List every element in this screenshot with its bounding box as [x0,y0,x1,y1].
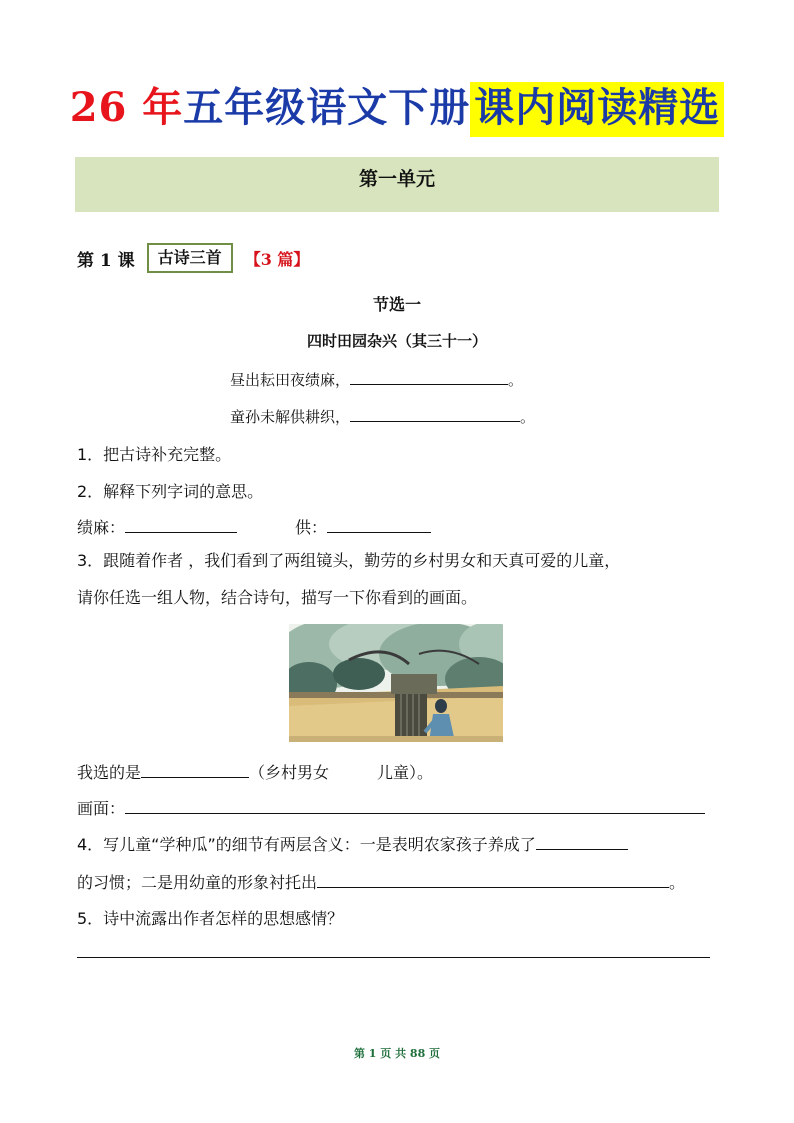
lesson-heading [77,243,309,273]
scene-row [77,796,705,819]
answer-line-q5[interactable] [77,957,710,958]
question-1: 1．把古诗补充完整。 [77,445,232,464]
title-year: 26 年 [69,84,184,131]
poem-line-1-end: 。 [508,371,524,389]
question-3-line-1: 3．跟随着作者 ，我们看到了两组镜头，勤劳的乡村男女和天真可爱的儿童， [77,551,621,570]
question-2: 2．解释下列字词的意思。 [77,482,264,501]
question-5: 5．诗中流露出作者怎样的思想感情？ [77,909,344,928]
village-scene-image [289,624,503,742]
question-4-blank-1[interactable] [536,848,628,850]
title-main: 五年级语文下册 [183,84,471,131]
definitions-row [77,515,431,538]
choice-prefix: 我选的是 [77,763,142,782]
illustration-village-scene [289,624,503,742]
question-4-end: 。 [669,873,686,892]
lesson-number: 第 1 课 [77,250,135,271]
poem-title: 四时田园杂兴（其三十一） [306,332,487,350]
scene-blank[interactable] [125,812,705,814]
poem-line-2-blank[interactable] [350,420,520,422]
poem-line-1-blank[interactable] [350,383,508,385]
question-4-blank-2[interactable] [317,886,669,888]
lesson-count: 【3 篇】 [244,249,310,269]
poem-line-1-text: 昼出耘田夜绩麻， [230,371,351,389]
question-4-text-2: 的习惯；二是用幼童的形象衬托出 [77,873,318,892]
section-title: 节选一 [372,295,421,314]
poem-line-1 [230,369,523,390]
choice-blank[interactable] [141,776,249,778]
question-4-text: 4．写儿童“学种瓜”的细节有两层含义：一是表明农家孩子养成了 [77,835,536,854]
question-3-line-2: 请你任选一组人物，结合诗句，描写一下你看到的画面。 [77,588,478,607]
poem-line-2-text: 童孙未解供耕织， [230,408,351,426]
choice-option-2: 儿童）。 [377,763,434,782]
unit-banner [75,157,719,212]
question-4-line-2 [77,870,685,893]
scene-label: 画面： [77,799,126,818]
document-title [0,78,794,138]
def-label-gong: 供： [295,518,328,537]
def-blank-gong[interactable] [327,531,431,533]
def-label-jima: 绩麻： [77,518,126,537]
poem-line-2 [230,406,535,427]
choice-row [77,760,433,783]
page-footer: 第 1 页 共 88 页 [353,1047,441,1060]
title-highlight: 课内阅读精选 [470,82,724,137]
lesson-name-box: 古诗三首 [147,243,233,273]
unit-label: 第一单元 [358,168,435,190]
choice-option-1: （乡村男女 [249,763,330,782]
poem-line-2-end: 。 [520,408,536,426]
def-blank-jima[interactable] [125,531,237,533]
question-4-line-1 [77,832,628,855]
